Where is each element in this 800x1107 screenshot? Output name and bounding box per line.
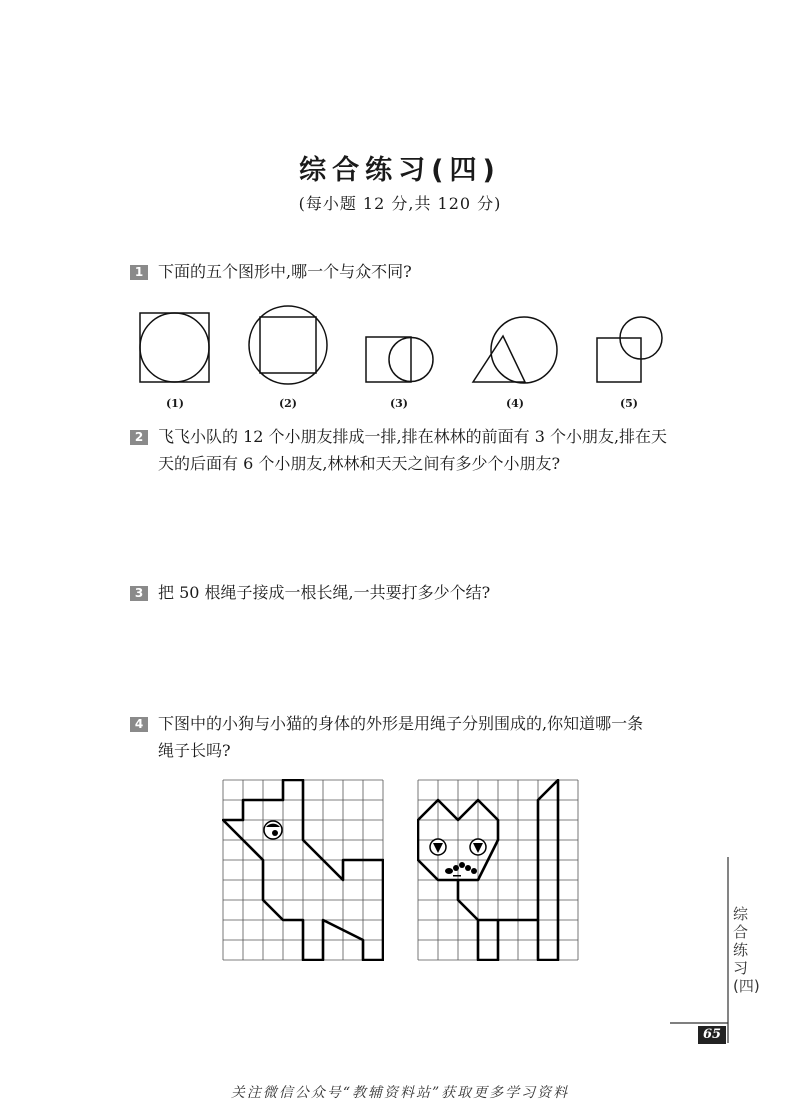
sidebar-section-label: 综合练习(四) xyxy=(733,905,760,995)
figure-4-triangle-circle xyxy=(473,317,557,383)
cat-outline xyxy=(418,780,558,960)
question-3-text: 把 50 根绳子接成一根长绳,一共要打多少个结? xyxy=(158,583,491,602)
figure-1-circle-in-square xyxy=(140,313,209,382)
question-2-number: 2 xyxy=(130,430,148,445)
figure-3-rect-circle xyxy=(366,337,433,382)
figure-2-square-in-circle xyxy=(249,306,327,384)
footer-note: 关注微信公众号“教辅资料站”获取更多学习资料 xyxy=(230,1085,570,1101)
page-number: 65 xyxy=(698,1026,726,1044)
figure-5-square-circle xyxy=(597,317,662,382)
question-4-line-1: 下图中的小狗与小猫的身体的外形是用绳子分别围成的,你知道哪一条 xyxy=(158,714,644,733)
figure-label-3: (3) xyxy=(389,397,409,410)
cat-grid-figure xyxy=(417,779,579,961)
question-2-line-2: 天的后面有 6 个小朋友,林林和天天之间有多少个小朋友? xyxy=(158,454,561,473)
dog-eye-ball-icon xyxy=(264,821,282,839)
question-4-number: 4 xyxy=(130,717,148,732)
cat-mouth-icon xyxy=(445,862,477,877)
figure-label-2: (2) xyxy=(278,397,298,410)
page-subtitle: (每小题 12 分,共 120 分) xyxy=(298,194,502,213)
figure-label-4: (4) xyxy=(505,397,525,410)
question-1-figures xyxy=(120,300,680,395)
question-2-line-1: 飞飞小队的 12 个小朋友排成一排,排在林林的前面有 3 个小朋友,排在天 xyxy=(158,427,668,446)
page-title: 综合练习(四) xyxy=(299,155,501,186)
question-1-number: 1 xyxy=(130,265,148,280)
figure-label-1: (1) xyxy=(165,397,185,410)
question-1-text: 下面的五个图形中,哪一个与众不同? xyxy=(158,262,412,281)
question-4-line-2: 绳子长吗? xyxy=(158,741,231,760)
figure-label-5: (5) xyxy=(619,397,639,410)
dog-grid-figure xyxy=(222,779,384,961)
question-3-number: 3 xyxy=(130,586,148,601)
